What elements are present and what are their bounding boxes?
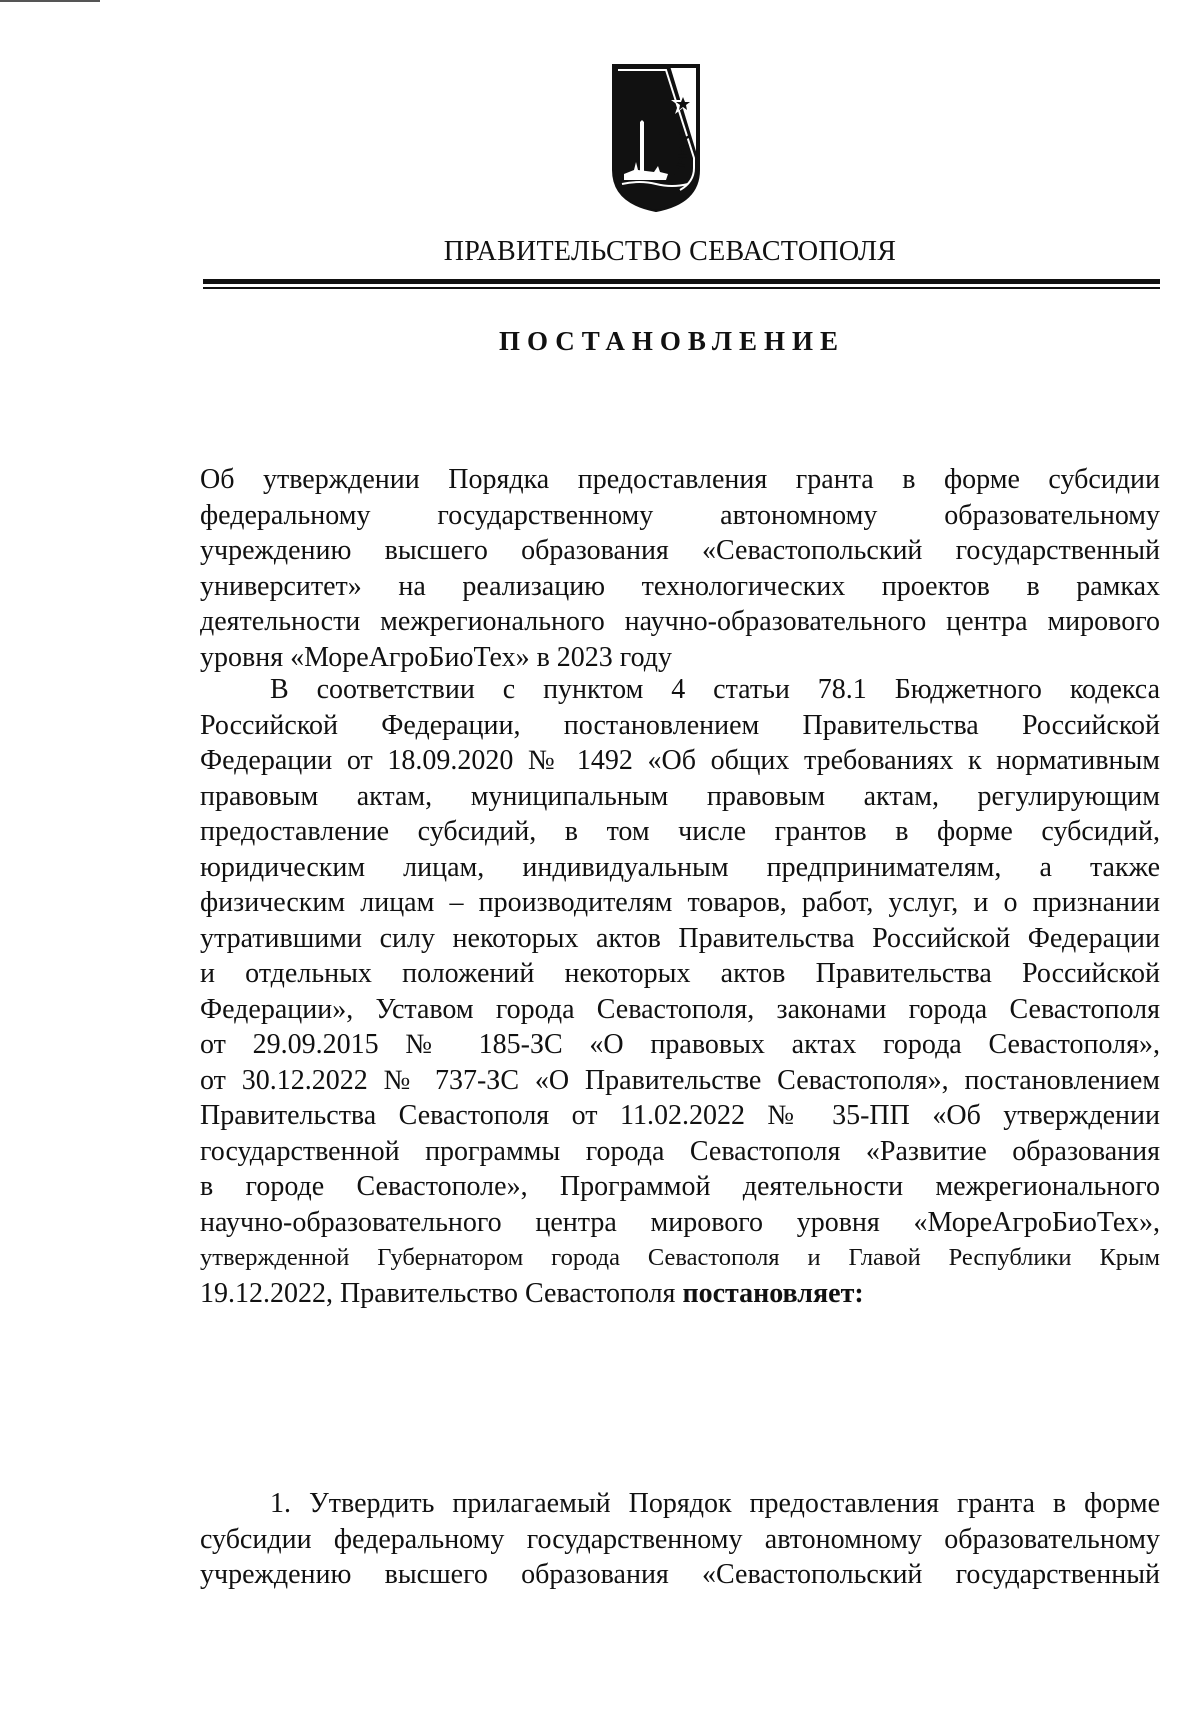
preamble-paragraph — [200, 672, 1160, 1311]
preamble-line: правовым актам, муниципальным правовым актам, регулирующим — [200, 780, 1160, 812]
title-line: деятельности межрегионального научно-образовательного центра мирового — [200, 606, 1160, 637]
document-type-heading: ПОСТАНОВЛЕНИЕ — [498, 326, 846, 356]
preamble-line: и отдельных положений некоторых актов Правительства Российской — [200, 958, 1160, 989]
item-line: субсидии федеральному государственному автономному образовательному — [200, 1523, 1160, 1555]
title-line: уровня «МореАгроБиоТех» в 2023 году — [200, 641, 673, 673]
preamble-line: Федерации», Уставом города Севастополя, законами города Севастополя — [200, 993, 1160, 1025]
preamble-line: от 30.12.2022 № 737-ЗС «О Правительстве Севастополя», постановлением — [200, 1064, 1160, 1096]
item-line: учреждению высшего образования «Севастопольский государственный — [200, 1559, 1160, 1590]
preamble-line: Федерации от 18.09.2020 № 1492 «Об общих требованиях к нормативным — [200, 745, 1160, 776]
title-line: учреждению высшего образования «Севастопольский государственный — [200, 535, 1160, 566]
preamble-line: от 29.09.2015 № 185-ЗС «О правовых актах города Севастополя», — [200, 1029, 1160, 1060]
preamble-line: Российской Федерации, постановлением Правительства Российской — [200, 709, 1160, 741]
item-1-paragraph — [200, 1486, 1160, 1593]
preamble-line: государственной программы города Севастополя «Развитие образования — [200, 1135, 1160, 1167]
preamble-line: предоставление субсидий, в том числе грантов в форме субсидий, — [200, 816, 1160, 847]
preamble-line: в городе Севастополе», Программой деятельности межрегионального — [200, 1171, 1160, 1202]
preamble-line: утратившими силу некоторых актов Правительства Российской Федерации — [200, 922, 1160, 954]
resolves-keyword: постановляет: — [682, 1277, 864, 1309]
preamble-line: утвержденной Губернатором города Севастополя и Главой Республики Крым — [200, 1244, 1160, 1271]
preamble-line: физическим лицам – производителям товаров, работ, услуг, и о признании — [200, 887, 1160, 918]
header-rule-thick — [203, 279, 1160, 284]
preamble-line: В соответствии с пунктом 4 статьи 78.1 Бюджетного кодекса — [270, 674, 1160, 705]
title-line: университет» на реализацию технологических проектов в рамках — [200, 570, 1160, 602]
header-rule-thin — [203, 287, 1160, 289]
item-line: 1. Утвердить прилагаемый Порядок предоставления гранта в форме — [270, 1488, 1160, 1519]
preamble-final-text: 19.12.2022, Правительство Севастополя — [200, 1277, 683, 1309]
preamble-line-final — [200, 1276, 1160, 1312]
sevastopol-coat-of-arms — [610, 62, 702, 212]
title-line: Об утверждении Порядка предоставления гранта в форме субсидии — [200, 464, 1160, 495]
document-title — [200, 462, 1160, 675]
title-line: федеральному государственному автономному образовательному — [200, 499, 1160, 531]
preamble-line: Правительства Севастополя от 11.02.2022 № 35-ПП «Об утверждении — [200, 1100, 1160, 1131]
coat-of-arms-icon — [610, 62, 702, 212]
preamble-line: научно-образовательного центра мирового уровня «МореАгроБиоТех», — [200, 1206, 1160, 1238]
preamble-line: юридическим лицам, индивидуальным предпринимателям, а также — [200, 851, 1160, 883]
scan-artifact-line — [0, 0, 100, 2]
government-name: ПРАВИТЕЛЬСТВО СЕВАСТОПОЛЯ — [443, 236, 897, 267]
